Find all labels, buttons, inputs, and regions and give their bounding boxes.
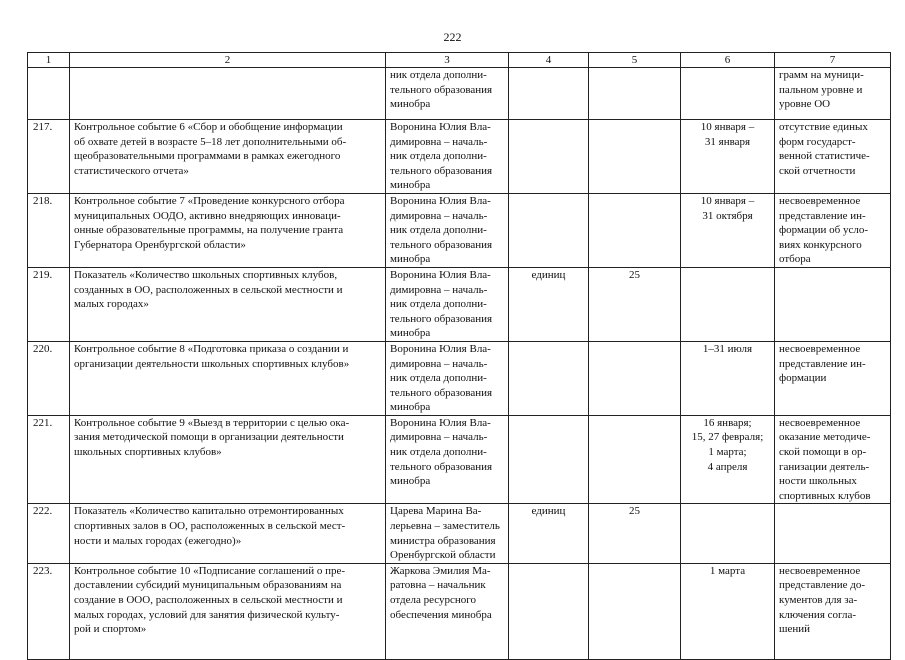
table-row: [28, 193, 891, 267]
event-description: Контрольное событие 7 «Проведение конкурсного отбора муниципальных ООДО, активно внедряющих инноваци- онные образовательные программы, на получение гранта Губернатора Оренбургской области»: [70, 193, 386, 267]
column-header: 5: [589, 53, 681, 68]
table-row: [28, 68, 891, 120]
event-description: [70, 68, 386, 120]
column-header: 3: [386, 53, 509, 68]
deadline: 10 января – 31 января: [681, 120, 775, 194]
unit-of-measure: единиц: [509, 504, 589, 563]
deadline: [681, 504, 775, 563]
responsible-person: Воронина Юлия Вла- димировна – началь- ник отдела дополни- тельного образования минобра: [386, 341, 509, 415]
target-value: [589, 193, 681, 267]
responsible-person: Воронина Юлия Вла- димировна – началь- ник отдела дополни- тельного образования минобра: [386, 120, 509, 194]
table-row: [28, 267, 891, 341]
event-description: Контрольное событие 10 «Подписание соглашений о пре- доставлении субсидий муниципальным образованиям на создание в ООО, расположенных в сельской местности и малых городах, условий для занятия физической культу- рой и спортом»: [70, 563, 386, 659]
row-number: 223.: [28, 563, 70, 659]
row-number: 220.: [28, 341, 70, 415]
target-value: [589, 68, 681, 120]
plan-table: [27, 52, 891, 660]
column-header: 4: [509, 53, 589, 68]
unit-of-measure: [509, 68, 589, 120]
event-description: Контрольное событие 9 «Выезд в территории с целью ока- зания методической помощи в организации деятельности школьных спортивных клубов»: [70, 415, 386, 504]
deadline: 10 января – 31 октября: [681, 193, 775, 267]
target-value: [589, 120, 681, 194]
row-number: 218.: [28, 193, 70, 267]
unit-of-measure: [509, 120, 589, 194]
event-description: Показатель «Количество капитально отремонтированных спортивных залов в ОО, расположенных в сельской мест- ности и малых городах (ежегодно)»: [70, 504, 386, 563]
responsible-person: ник отдела дополни- тельного образования минобра: [386, 68, 509, 120]
responsible-person: Воронина Юлия Вла- димировна – началь- ник отдела дополни- тельного образования минобра: [386, 267, 509, 341]
risk-description: несвоевременное представление ин- формации об усло- виях конкурсного отбора: [775, 193, 891, 267]
target-value: [589, 415, 681, 504]
risk-description: несвоевременное представление ин- формации: [775, 341, 891, 415]
event-description: Контрольное событие 8 «Подготовка приказа о создании и организации деятельности школьных спортивных клубов»: [70, 341, 386, 415]
row-number: [28, 68, 70, 120]
row-number: 221.: [28, 415, 70, 504]
deadline: [681, 267, 775, 341]
target-value: [589, 341, 681, 415]
table-row: [28, 341, 891, 415]
event-description: Контрольное событие 6 «Сбор и обобщение информации об охвате детей в возрасте 5–18 лет дополнительными об- щеобразовательными программами в рамках ежегодного статистического отчета»: [70, 120, 386, 194]
unit-of-measure: [509, 341, 589, 415]
unit-of-measure: [509, 193, 589, 267]
risk-description: [775, 504, 891, 563]
table-row: [28, 563, 891, 659]
risk-description: отсутствие единых форм государст- венной статистиче- ской отчетности: [775, 120, 891, 194]
responsible-person: Жаркова Эмилия Ма- ратовна – начальник отдела ресурсного обеспечения минобра: [386, 563, 509, 659]
event-description: Показатель «Количество школьных спортивных клубов, созданных в ОО, расположенных в сельской местности и малых городах»: [70, 267, 386, 341]
deadline: 16 января; 15, 27 февраля; 1 марта; 4 апреля: [681, 415, 775, 504]
column-header: 6: [681, 53, 775, 68]
row-number: 222.: [28, 504, 70, 563]
column-header: 7: [775, 53, 891, 68]
deadline: [681, 68, 775, 120]
responsible-person: Воронина Юлия Вла- димировна – началь- ник отдела дополни- тельного образования минобра: [386, 193, 509, 267]
risk-description: [775, 267, 891, 341]
responsible-person: Царева Марина Ва- лерьевна – заместитель министра образования Оренбургской области: [386, 504, 509, 563]
column-header: 1: [28, 53, 70, 68]
unit-of-measure: единиц: [509, 267, 589, 341]
deadline: 1–31 июля: [681, 341, 775, 415]
target-value: 25: [589, 267, 681, 341]
column-header: 2: [70, 53, 386, 68]
responsible-person: Воронина Юлия Вла- димировна – началь- ник отдела дополни- тельного образования минобра: [386, 415, 509, 504]
unit-of-measure: [509, 415, 589, 504]
row-number: 219.: [28, 267, 70, 341]
page-number: 222: [443, 30, 462, 44]
target-value: [589, 563, 681, 659]
column-number-row: [28, 53, 891, 68]
table-row: [28, 120, 891, 194]
risk-description: несвоевременное представление до- кументов для за- ключения согла- шений: [775, 563, 891, 659]
table-row: [28, 415, 891, 504]
risk-description: несвоевременное оказание методиче- ской помощи в ор- ганизации деятель- ности школьных спортивных клубов: [775, 415, 891, 504]
target-value: 25: [589, 504, 681, 563]
risk-description: грамм на муници- пальном уровне и уровне ОО: [775, 68, 891, 120]
row-number: 217.: [28, 120, 70, 194]
deadline: 1 марта: [681, 563, 775, 659]
unit-of-measure: [509, 563, 589, 659]
table-row: [28, 504, 891, 563]
